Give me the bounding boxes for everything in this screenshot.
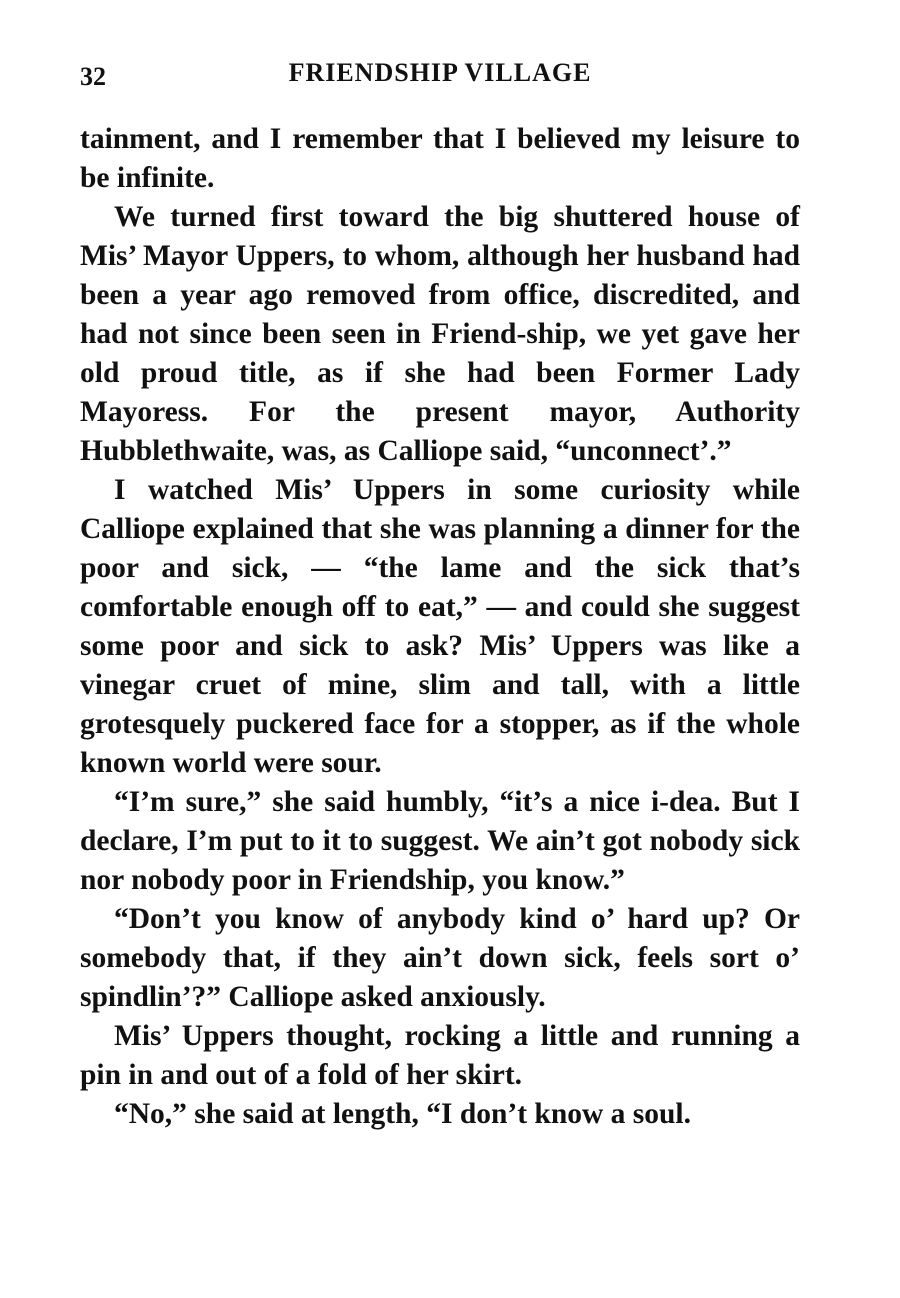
paragraph: “Don’t you know of anybody kind o’ hard up? Or somebody that, if they ain’t down sick, feels sort o’ spindlin’?” Calliope asked anxiously. xyxy=(80,903,800,1013)
paragraph: “No,” she said at length, “I don’t know a soul. xyxy=(114,1098,692,1130)
paragraph: “I’m sure,” she said humbly, “it’s a nice i-dea. But I declare, I’m put to it to suggest. We ain’t got nobody sick nor nobody poor in Friendship, you know.” xyxy=(80,786,800,896)
paragraph: Mis’ Uppers thought, rocking a little and running a pin in and out of a fold of her skirt. xyxy=(80,1020,800,1091)
page-number: 32 xyxy=(80,62,106,91)
paragraph: We turned first toward the big shuttered house of Mis’ Mayor Uppers, to whom, although her husband had been a year ago removed from office, discredited, and had not since been seen in Friend-ship, we yet gave her old proud title, as if she had been Former Lady Mayoress. For the present mayor, Authority Hubblethwaite, was, as Calliope said, “unconnect’.” xyxy=(80,201,800,467)
page-header xyxy=(80,58,800,94)
paragraph-continued: tainment, and I remember that I believed my leisure to be infinite. xyxy=(80,123,800,194)
paragraph: I watched Mis’ Uppers in some curiosity while Calliope explained that she was planning a dinner for the poor and sick, — “the lame and the sick that’s comfortable enough off to eat,” — and could she suggest some poor and sick to ask? Mis’ Uppers was like a vinegar cruet of mine, slim and tall, with a little grotesquely puckered face for a stopper, as if the whole known world were sour. xyxy=(80,474,800,779)
body-text xyxy=(80,120,800,1134)
running-title: FRIENDSHIP VILLAGE xyxy=(288,58,592,87)
